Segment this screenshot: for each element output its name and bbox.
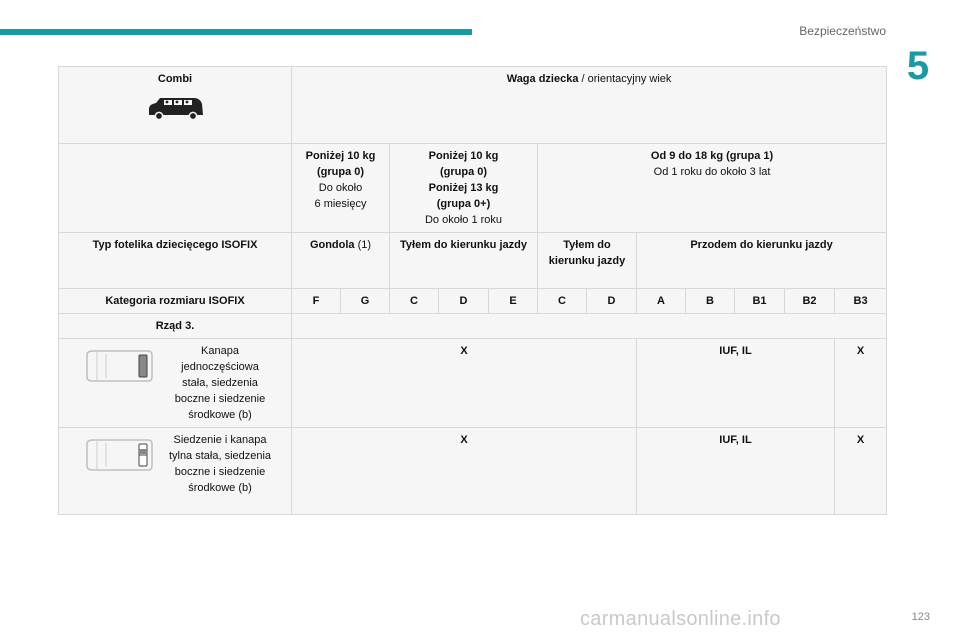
size-cell: B2 <box>785 289 835 314</box>
size-cell: B <box>686 289 735 314</box>
isofix-table <box>58 66 887 515</box>
weight-header-bold: Waga dziecka <box>506 73 579 85</box>
size-cell: D <box>587 289 637 314</box>
group-0plus-weight2: Poniżej 13 kg <box>428 182 499 194</box>
group-0plus-name1: (grupa 0) <box>439 166 488 178</box>
size-cell: A <box>637 289 686 314</box>
chapter-number: 5 <box>906 44 930 88</box>
table-header-row <box>59 67 887 144</box>
seat-row <box>59 428 887 515</box>
rear-facing-value: X <box>292 339 637 428</box>
row-label: Rząd 3. <box>59 314 292 339</box>
group-0plus-cell <box>390 144 538 233</box>
vehicle-label: Combi <box>157 73 193 85</box>
forward-facing-value: IUF, IL <box>637 428 835 515</box>
size-cell: C <box>538 289 587 314</box>
group-1-cell <box>538 144 887 233</box>
size-label: Kategoria rozmiaru ISOFIX <box>59 289 292 314</box>
weight-header-cell <box>292 67 887 144</box>
type-rear-facing-2: Tyłem do kierunku jazdy <box>538 233 637 289</box>
weight-header-rest: / orientacyjny wiek <box>578 73 672 85</box>
empty-cell <box>59 144 292 233</box>
vehicle-cell <box>59 67 292 144</box>
group-1-age: Od 1 roku do około 3 lat <box>653 166 771 178</box>
b3-value: X <box>835 428 887 515</box>
page-number: 123 <box>911 611 930 623</box>
type-label: Typ fotelika dziecięcego ISOFIX <box>59 233 292 289</box>
van-with-passengers-icon <box>145 95 205 121</box>
type-row <box>59 233 887 289</box>
group-0-weight: Poniżej 10 kg <box>305 150 376 162</box>
size-cell: D <box>439 289 489 314</box>
group-0-age-line2: 6 miesięcy <box>314 198 367 210</box>
type-gondola-cell <box>292 233 390 289</box>
header-accent-bar <box>0 29 472 35</box>
size-cell: G <box>341 289 390 314</box>
rear-facing-value: X <box>292 428 637 515</box>
size-cell: B1 <box>735 289 785 314</box>
group-0-age-line1: Do około <box>318 182 363 194</box>
seat-description: Kanapa jednoczęściowa stała, siedzenia boczne i siedzenie środkowe (b) <box>174 345 266 421</box>
van-seat-layout-icon <box>84 438 154 472</box>
seat-description: Siedzenie i kanapa tylna stała, siedzenia boczne i siedzenie środkowe (b) <box>168 434 272 494</box>
forward-facing-value: IUF, IL <box>637 339 835 428</box>
section-title: Bezpieczeństwo <box>799 24 886 38</box>
empty-cell <box>292 314 887 339</box>
group-0plus-name2: (grupa 0+) <box>436 198 491 210</box>
b3-value: X <box>835 339 887 428</box>
type-gondola: Gondola <box>309 239 355 251</box>
size-cell: E <box>489 289 538 314</box>
group-row <box>59 144 887 233</box>
row-label-row <box>59 314 887 339</box>
size-row <box>59 289 887 314</box>
group-0plus-weight1: Poniżej 10 kg <box>428 150 499 162</box>
watermark: carmanualsonline.info <box>580 608 781 630</box>
van-seat-layout-icon <box>84 349 154 383</box>
seat-description-cell <box>59 339 292 428</box>
seat-row <box>59 339 887 428</box>
type-rear-facing-1: Tyłem do kierunku jazdy <box>390 233 538 289</box>
size-cell: B3 <box>835 289 887 314</box>
size-cell: C <box>390 289 439 314</box>
type-gondola-note: (1) <box>354 239 372 251</box>
type-forward-facing: Przodem do kierunku jazdy <box>637 233 887 289</box>
group-0plus-age: Do około 1 roku <box>424 214 503 226</box>
group-1-weight: Od 9 do 18 kg (grupa 1) <box>650 150 774 162</box>
group-0-cell <box>292 144 390 233</box>
seat-description-cell <box>59 428 292 515</box>
size-cell: F <box>292 289 341 314</box>
group-0-name: (grupa 0) <box>316 166 365 178</box>
